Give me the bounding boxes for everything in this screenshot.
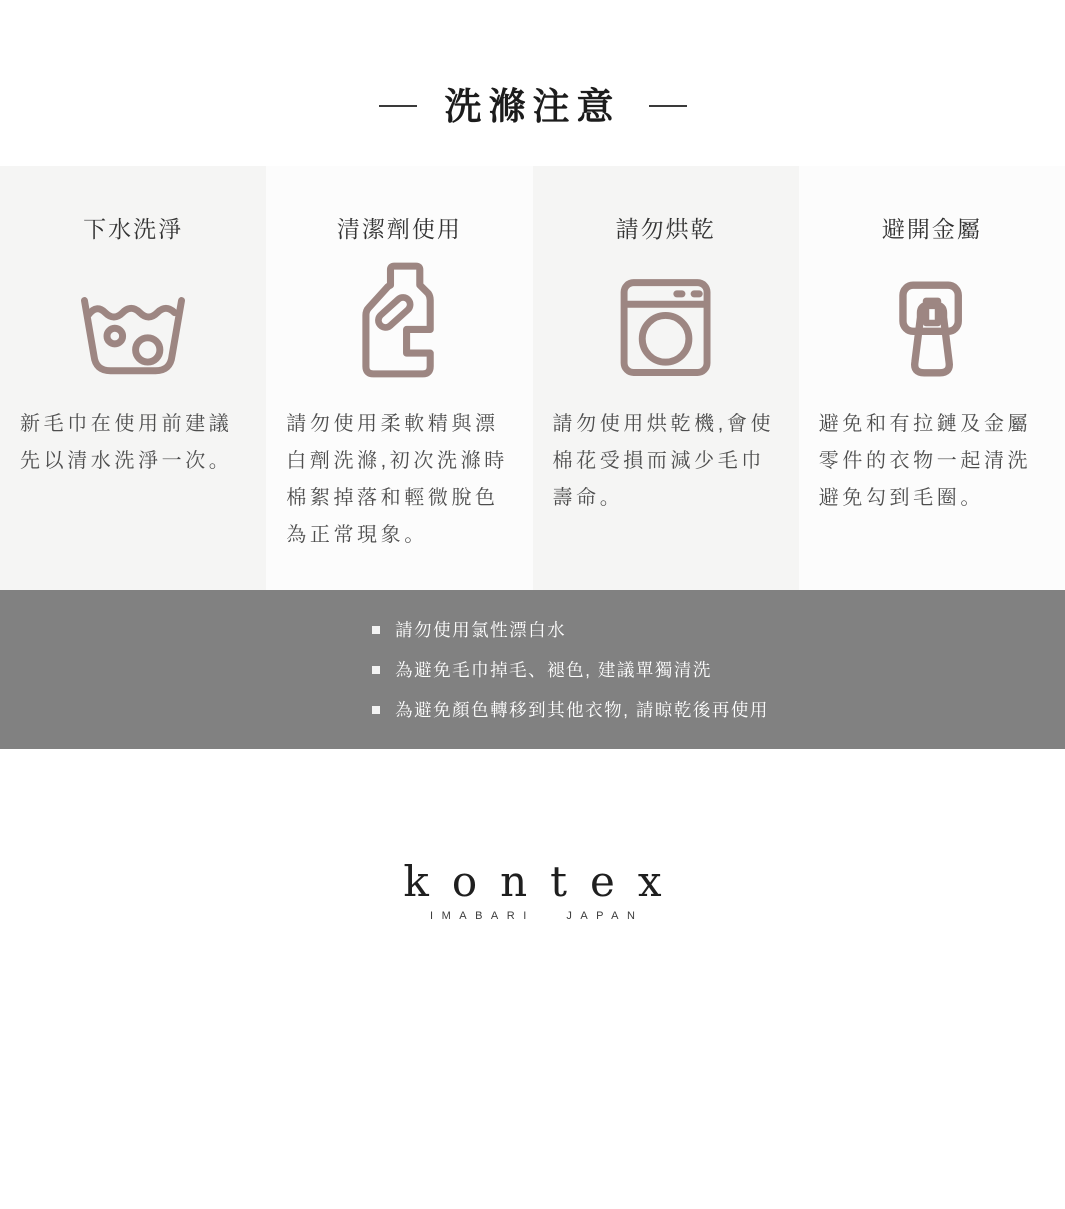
care-column-text: 請勿使用烘乾機,會使棉花受損而減少毛巾壽命。 [552,412,775,509]
title-right-dash [649,105,687,107]
care-column-heading: 清潔劑使用 [336,216,462,243]
note-item [372,610,769,650]
note-text: 為避免毛巾掉毛、褪色, 建議單獨清洗 [395,659,712,680]
square-bullet-icon [372,666,380,674]
detergent-bottle-icon [286,250,512,382]
square-bullet-icon [372,706,380,714]
care-column-avoid-metal [799,166,1065,590]
note-text: 請勿使用氯性漂白水 [395,619,567,640]
care-column-heading: 請勿烘乾 [615,216,716,243]
care-column-detergent [266,166,532,590]
brand-subtitle: IMABARI JAPAN [430,910,644,923]
section-title-row [0,0,1065,128]
care-column-heading: 下水洗淨 [83,216,184,243]
square-bullet-icon [372,626,380,634]
note-item [372,690,769,730]
care-column-text: 請勿使用柔軟精與漂白劑洗滌,初次洗滌時棉絮掉落和輕微脫色為正常現象。 [286,412,508,546]
note-text: 為避免顏色轉移到其他衣物, 請晾乾後再使用 [395,699,769,720]
note-item [372,650,769,690]
care-column-no-tumble-dry [533,166,799,590]
wash-basin-icon [20,250,246,382]
brand-footer [0,857,1065,923]
notes-list [316,610,769,730]
brand-logo: kontex [403,857,685,907]
care-column-text: 新毛巾在使用前建議先以清水洗淨一次。 [20,412,233,472]
care-column-text: 避免和有拉鏈及金屬零件的衣物一起清洗避免勾到毛圈。 [818,412,1032,509]
zipper-icon [819,250,1045,382]
title-left-dash [379,105,417,107]
care-column-wash [0,166,266,590]
care-column-heading: 避開金屬 [881,216,982,243]
care-columns [0,166,1065,590]
notes-banner [0,590,1065,749]
page-title: 洗滌注意 [444,84,621,128]
tumble-dryer-icon [553,250,779,382]
